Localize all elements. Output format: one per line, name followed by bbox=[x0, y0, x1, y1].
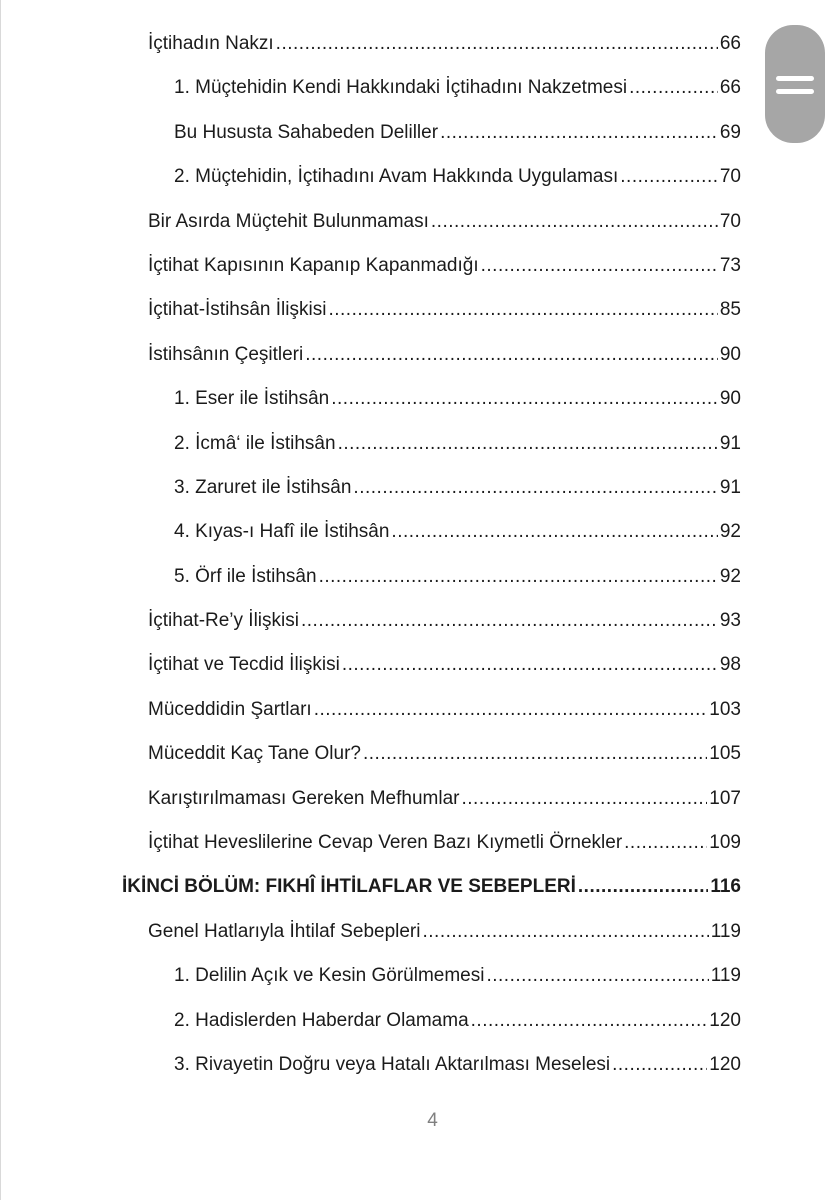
toc-entry-page: 107 bbox=[709, 787, 741, 809]
toc-entry[interactable] bbox=[148, 244, 741, 288]
toc-entry-page: 92 bbox=[719, 565, 741, 587]
toc-entry[interactable] bbox=[148, 821, 741, 865]
dot-leader bbox=[461, 777, 707, 821]
dot-leader bbox=[431, 200, 718, 244]
toc-entry[interactable] bbox=[148, 910, 741, 954]
toc-entry-title: İçtihat-İstihsân İlişkisi bbox=[148, 299, 327, 321]
dot-leader bbox=[629, 66, 718, 110]
toc-entry-title: 1. Eser ile İstihsân bbox=[174, 388, 330, 410]
table-of-contents bbox=[122, 22, 741, 1087]
toc-entry-page: 105 bbox=[709, 743, 741, 765]
toc-entry[interactable] bbox=[148, 643, 741, 687]
toc-entry-page: 120 bbox=[709, 1009, 741, 1031]
toc-entry-page: 109 bbox=[709, 832, 741, 854]
toc-entry[interactable] bbox=[148, 599, 741, 643]
toc-entry[interactable] bbox=[148, 288, 741, 332]
toc-entry[interactable] bbox=[148, 111, 741, 155]
toc-entry-title: Karıştırılmaması Gereken Mefhumlar bbox=[148, 787, 460, 809]
toc-entry-title: İçtihadın Nakzı bbox=[148, 33, 274, 54]
dot-leader bbox=[422, 910, 708, 954]
toc-entry-title: İstihsânın Çeşitleri bbox=[148, 343, 304, 365]
dot-leader bbox=[276, 22, 718, 66]
toc-entry-title: Bir Asırda Müçtehit Bulunmaması bbox=[148, 210, 429, 232]
toc-entry-title: 5. Örf ile İstihsân bbox=[174, 565, 317, 587]
dot-leader bbox=[620, 155, 718, 199]
toc-entry-page: 73 bbox=[719, 254, 741, 276]
dot-leader bbox=[486, 954, 708, 998]
toc-entry-title: 1. Delilin Açık ve Kesin Görülmemesi bbox=[174, 965, 485, 987]
toc-entry[interactable] bbox=[148, 555, 741, 599]
dot-leader bbox=[363, 732, 707, 776]
toc-entry-title: Genel Hatlarıyla İhtilaf Sebepleri bbox=[148, 920, 421, 942]
toc-entry[interactable] bbox=[148, 466, 741, 510]
toc-entry[interactable] bbox=[148, 732, 741, 776]
toc-entry[interactable] bbox=[148, 333, 741, 377]
toc-entry[interactable] bbox=[148, 688, 741, 732]
toc-entry-title: İçtihat Heveslilerine Cevap Veren Bazı Kıymetli Örnekler bbox=[148, 832, 623, 854]
toc-entry-page: 69 bbox=[719, 121, 741, 143]
dot-leader bbox=[391, 510, 717, 554]
dot-leader bbox=[328, 288, 717, 332]
dot-leader bbox=[338, 422, 718, 466]
dot-leader bbox=[481, 244, 718, 288]
toc-entry-page: 120 bbox=[709, 1053, 741, 1075]
menu-button[interactable] bbox=[765, 25, 825, 143]
toc-entry[interactable] bbox=[148, 22, 741, 66]
toc-entry-title: 1. Müçtehidin Kendi Hakkındaki İçtihadını Nakzetmesi bbox=[174, 77, 628, 99]
toc-entry-title: İKİNCİ BÖLÜM: FIKHÎ İHTİLAFLAR VE SEBEPLERİ bbox=[122, 876, 576, 898]
dot-leader bbox=[624, 821, 707, 865]
dot-leader bbox=[305, 333, 718, 377]
dot-leader bbox=[471, 999, 708, 1043]
toc-entry-page: 85 bbox=[719, 299, 741, 321]
toc-entry-page: 119 bbox=[710, 920, 741, 942]
dot-leader bbox=[319, 555, 718, 599]
toc-entry-page: 103 bbox=[709, 698, 741, 720]
dot-leader bbox=[440, 111, 718, 155]
toc-entry[interactable] bbox=[148, 777, 741, 821]
toc-entry-title: 3. Rivayetin Doğru veya Hatalı Aktarılması Meselesi bbox=[174, 1053, 611, 1075]
dot-leader bbox=[342, 643, 718, 687]
toc-entry-page: 70 bbox=[719, 166, 741, 188]
toc-entry[interactable] bbox=[148, 422, 741, 466]
toc-entry[interactable] bbox=[148, 66, 741, 110]
toc-entry[interactable] bbox=[148, 999, 741, 1043]
toc-entry-page: 66 bbox=[719, 77, 741, 99]
toc-entry-page: 66 bbox=[719, 33, 741, 54]
dot-leader bbox=[578, 865, 708, 909]
toc-entry[interactable] bbox=[148, 510, 741, 554]
toc-entry-title: İçtihat ve Tecdid İlişkisi bbox=[148, 654, 340, 676]
toc-entry-page: 70 bbox=[719, 210, 741, 232]
toc-entry-title: İçtihat-Re’y İlişkisi bbox=[148, 610, 299, 632]
hamburger-menu-icon bbox=[776, 76, 814, 81]
dot-leader bbox=[612, 1043, 707, 1087]
dot-leader bbox=[301, 599, 718, 643]
toc-entry-page: 93 bbox=[719, 610, 741, 632]
dot-leader bbox=[353, 466, 717, 510]
toc-entry-title: 4. Kıyas-ı Hafî ile İstihsân bbox=[174, 521, 390, 543]
toc-entry-page: 119 bbox=[710, 965, 741, 987]
hamburger-menu-icon bbox=[776, 89, 814, 94]
toc-entry-title: Bu Hususta Sahabeden Deliller bbox=[174, 121, 439, 143]
toc-entry-title: İçtihat Kapısının Kapanıp Kapanmadığı bbox=[148, 254, 479, 276]
toc-entry-page: 91 bbox=[719, 476, 741, 498]
toc-entry[interactable] bbox=[122, 865, 741, 909]
dot-leader bbox=[331, 377, 718, 421]
toc-entry-title: 2. Müçtehidin, İçtihadını Avam Hakkında Uygulaması bbox=[174, 166, 619, 188]
toc-entry[interactable] bbox=[148, 200, 741, 244]
toc-entry-title: 2. Hadislerden Haberdar Olamama bbox=[174, 1009, 469, 1031]
toc-entry[interactable] bbox=[148, 954, 741, 998]
toc-entry-page: 92 bbox=[719, 521, 741, 543]
toc-entry-title: Müceddidin Şartları bbox=[148, 698, 312, 720]
dot-leader bbox=[314, 688, 708, 732]
toc-entry-title: Müceddit Kaç Tane Olur? bbox=[148, 743, 361, 765]
toc-entry-page: 116 bbox=[710, 876, 741, 898]
page-number: 4 bbox=[427, 1110, 438, 1131]
toc-entry[interactable] bbox=[148, 1043, 741, 1087]
toc-entry-title: 3. Zaruret ile İstihsân bbox=[174, 476, 352, 498]
toc-entry-page: 90 bbox=[719, 388, 741, 410]
toc-entry-page: 90 bbox=[719, 343, 741, 365]
toc-entry-page: 98 bbox=[719, 654, 741, 676]
toc-entry[interactable] bbox=[148, 155, 741, 199]
toc-entry-page: 91 bbox=[719, 432, 741, 454]
toc-entry-title: 2. İcmâ‘ ile İstihsân bbox=[174, 432, 336, 454]
toc-entry[interactable] bbox=[148, 377, 741, 421]
